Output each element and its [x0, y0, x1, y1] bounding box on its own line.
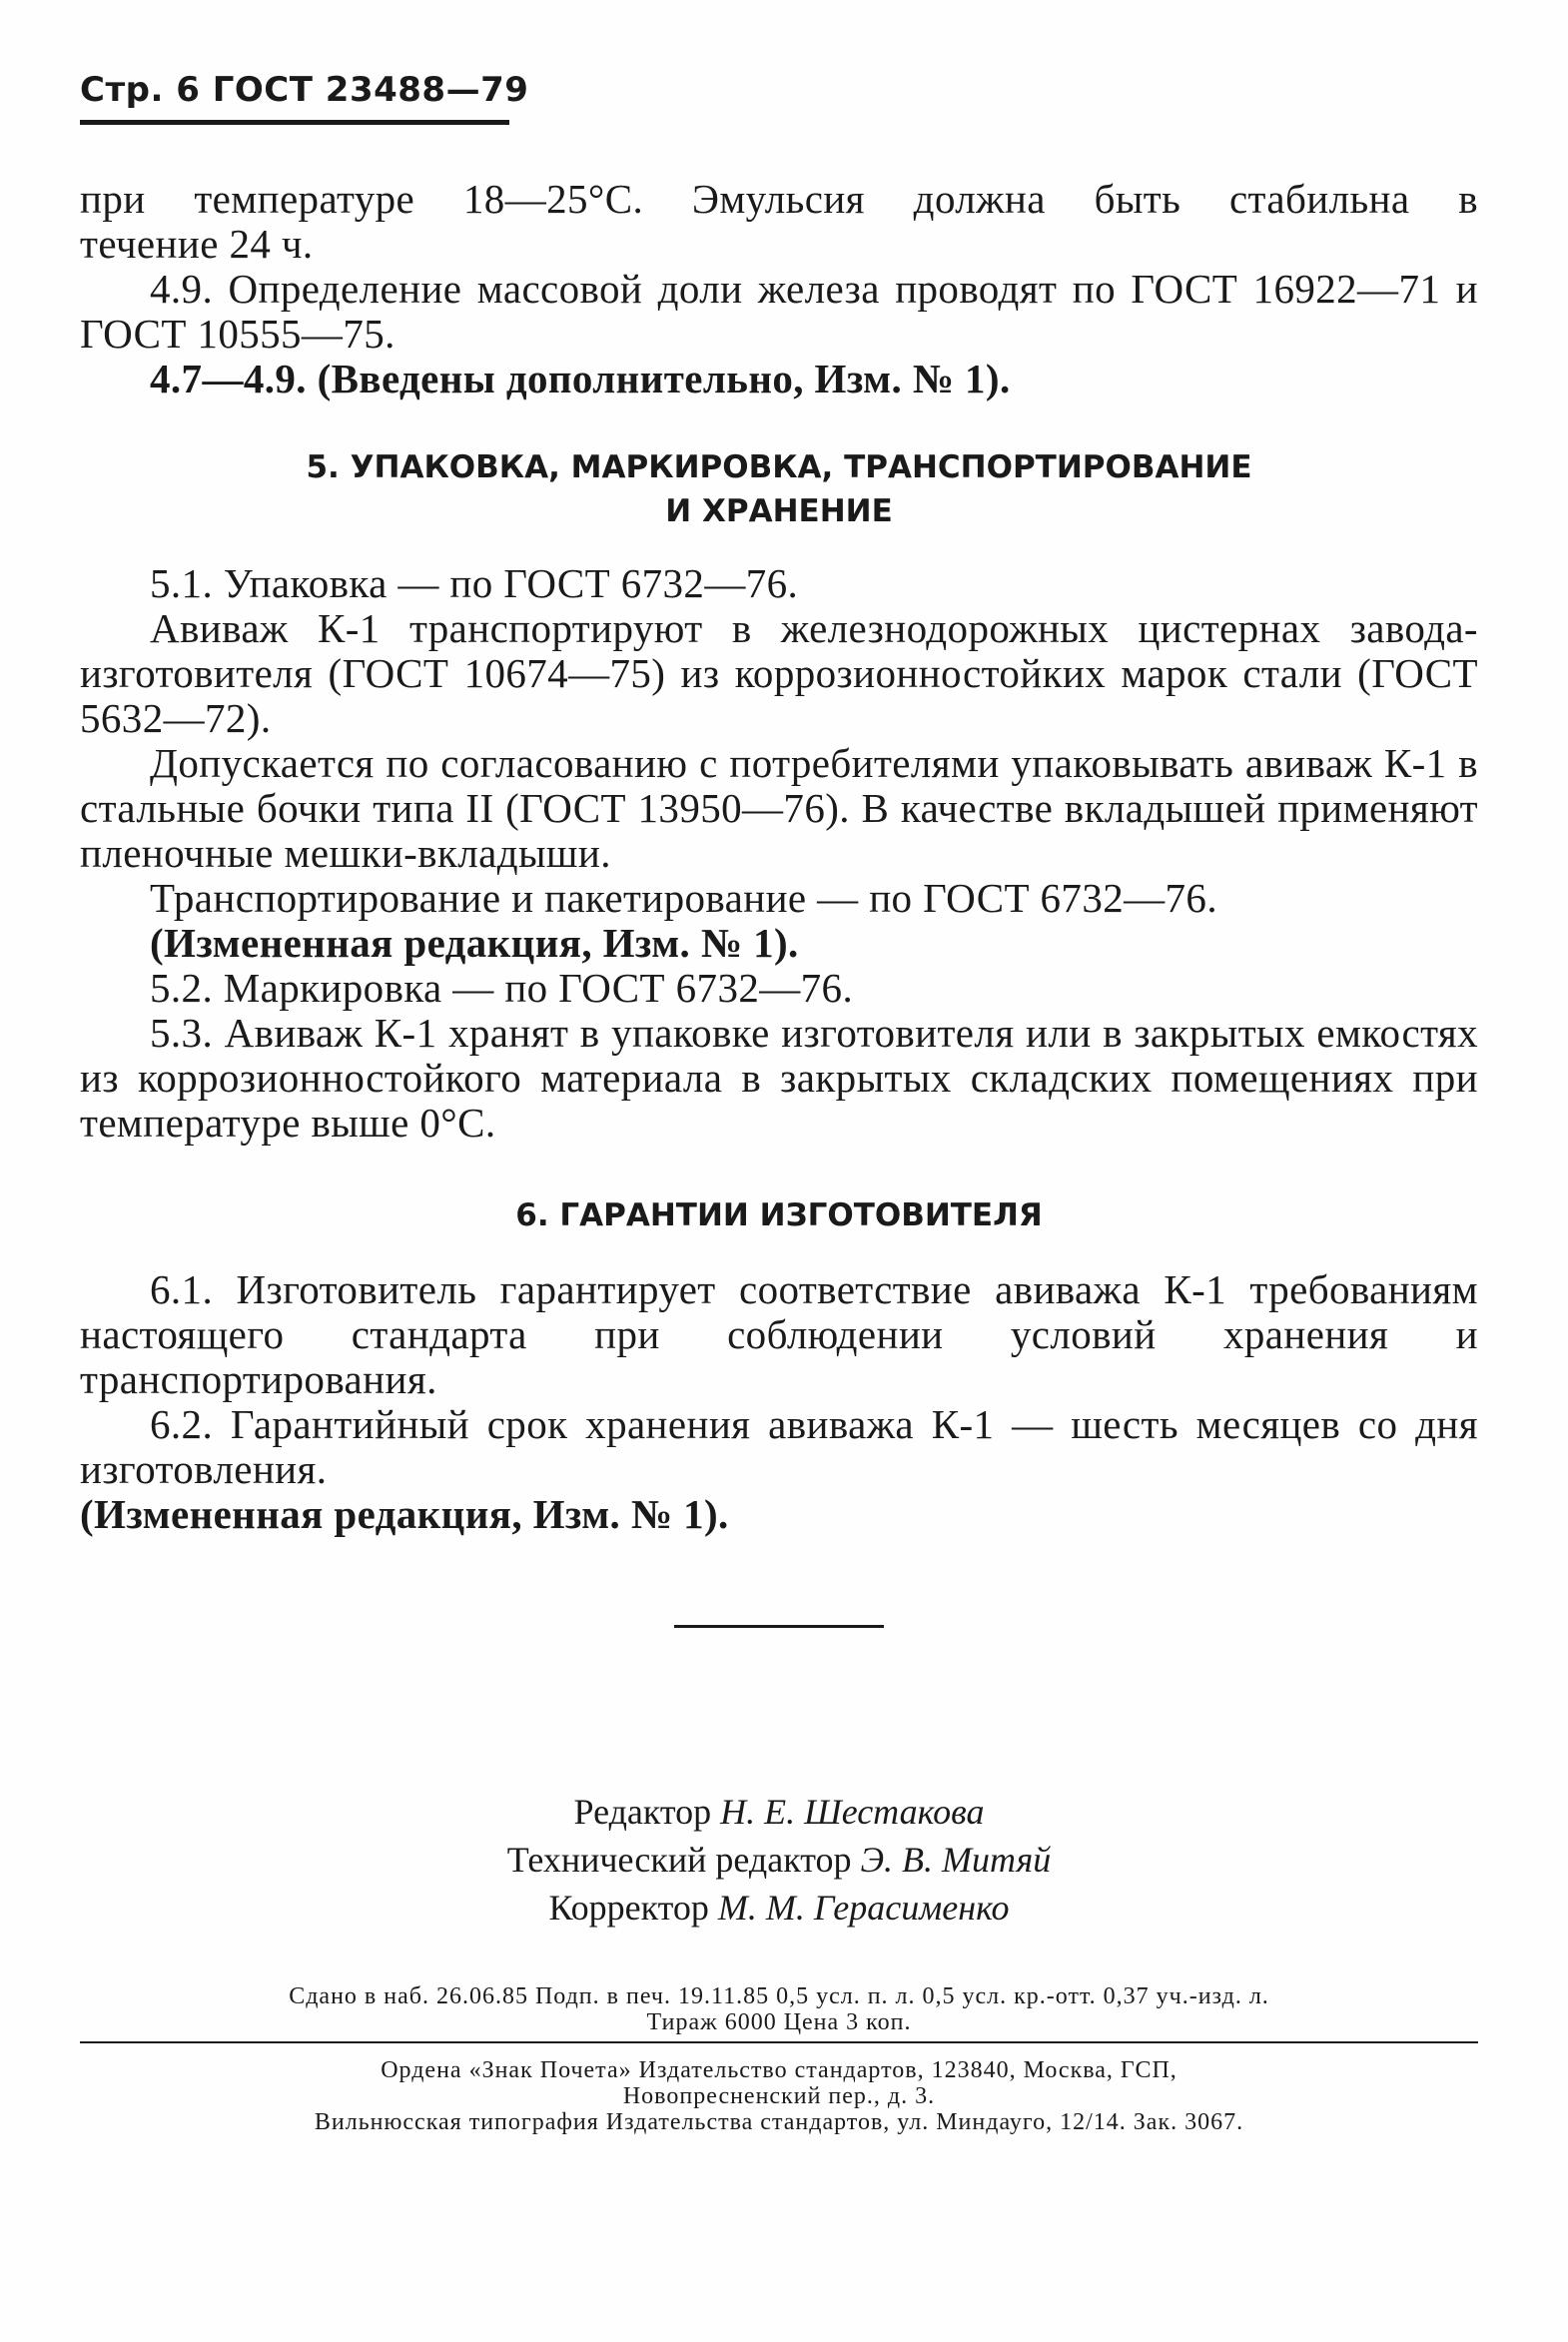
section-5-title-line2: И ХРАНЕНИЕ: [665, 493, 893, 529]
credit-editor: [80, 1788, 1478, 1836]
credit-corrector: [80, 1884, 1478, 1932]
paragraph-6-1: 6.1. Изготовитель гарантирует соответствие авиважа К-1 требованиям настоящего стандарта при соблюдении условий хранения и транспортирования.: [80, 1266, 1478, 1402]
imprint-publisher: Ордена «Знак Почета» Издательство стандартов, 123840, Москва, ГСП,: [381, 2057, 1177, 2083]
section-6-body: [80, 1267, 1478, 1537]
section-6-heading: [80, 1193, 1478, 1237]
paragraph-amendment-note-2: (Измененная редакция, Изм. № 1).: [150, 920, 799, 966]
credits-block: [80, 1788, 1478, 1932]
end-of-text-rule: [674, 1625, 884, 1628]
credit-tech-editor-name: Э. В. Митяй: [860, 1840, 1052, 1880]
credit-editor-name: Н. Е. Шестакова: [720, 1792, 985, 1832]
paragraph-5-3: 5.3. Авиваж К-1 хранят в упаковке изготовителя или в закрытых емкостях из коррозионностойкого материала в закрытых складских помещениях при температуре выше 0°С.: [80, 1010, 1478, 1146]
imprint-printer: Вильнюсская типография Издательства стандартов, ул. Миндауго, 12/14. Зак. 3067.: [314, 2109, 1244, 2135]
paragraph-4-8-continuation-line2: течение 24 ч.: [80, 221, 314, 267]
paragraph-amendment-note-3: (Измененная редакция, Изм. № 1).: [80, 1491, 729, 1537]
credit-corrector-role: Корректор: [548, 1888, 709, 1928]
section-5-heading: [80, 445, 1478, 533]
imprint-block: [80, 1983, 1478, 2135]
credit-corrector-name: М. М. Герасименко: [717, 1888, 1010, 1928]
section-6-title: 6. ГАРАНТИИ ИЗГОТОВИТЕЛЯ: [515, 1197, 1043, 1233]
paragraph-5-1-transport: Авиваж К-1 транспортируют в железнодорожных цистернах завода-изготовителя (ГОСТ 10674—75) из коррозионностойких марок стали (ГОСТ 5632—72).: [80, 605, 1478, 741]
body-text: [80, 177, 1478, 401]
paragraph-4-9: 4.9. Определение массовой доли железа проводят по ГОСТ 16922—71 и ГОСТ 10555—75.: [80, 266, 1478, 357]
page-header-label: Стр. 6 ГОСТ 23488—79: [80, 70, 529, 110]
imprint-publisher-address: Новопресненский пер., д. 3.: [622, 2083, 936, 2109]
imprint-circulation-price: Тираж 6000 Цена 3 коп.: [646, 2009, 912, 2035]
credit-tech-editor: [80, 1836, 1478, 1884]
paragraph-5-1: 5.1. Упаковка — по ГОСТ 6732—76.: [150, 560, 799, 606]
imprint-rule: [80, 2041, 1478, 2043]
credit-tech-editor-role: Технический редактор: [506, 1840, 852, 1880]
document-page: [80, 70, 1478, 2135]
paragraph-4-8-continuation-line1: при температуре 18—25°С. Эмульсия должна быть стабильна в: [80, 176, 1478, 222]
credit-editor-role: Редактор: [573, 1792, 712, 1832]
imprint-print-details: Сдано в наб. 26.06.85 Подп. в печ. 19.11.85 0,5 усл. п. л. 0,5 усл. кр.-отт. 0,37 уч.-изд. л.: [289, 1983, 1269, 2009]
header-rule: [80, 120, 509, 125]
paragraph-6-2: 6.2. Гарантийный срок хранения авиважа К-1 — шесть месяцев со дня изготовления.: [80, 1401, 1478, 1492]
section-5-body: [80, 561, 1478, 1146]
paragraph-5-1-palletizing: Транспортирование и пакетирование — по ГОСТ 6732—76.: [150, 875, 1217, 921]
section-5-title-line1: 5. УПАКОВКА, МАРКИРОВКА, ТРАНСПОРТИРОВАНИЕ: [306, 449, 1252, 485]
paragraph-amendment-note-1: 4.7—4.9. (Введены дополнительно, Изм. № 1).: [150, 356, 1011, 401]
page-header: [80, 70, 1478, 125]
paragraph-5-1-packaging: Допускается по согласованию с потребителями упаковывать авиваж К-1 в стальные бочки типа II (ГОСТ 13950—76). В качестве вкладышей применяют пленочные мешки-вкладыши.: [80, 740, 1478, 876]
paragraph-5-2: 5.2. Маркировка — по ГОСТ 6732—76.: [150, 965, 854, 1011]
